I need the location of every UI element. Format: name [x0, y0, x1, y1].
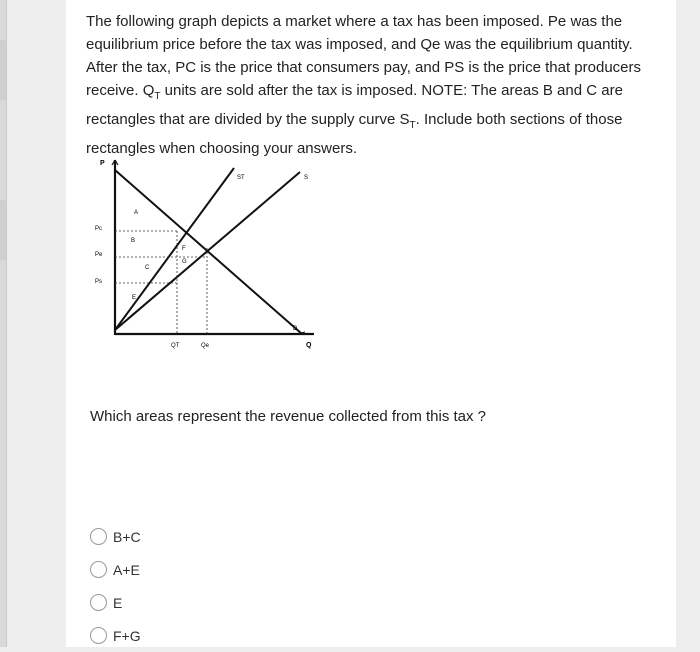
option-b-plus-c[interactable] [90, 520, 141, 553]
qt-label: QT [171, 343, 180, 349]
answer-options [90, 520, 141, 652]
area-b-label: B [131, 238, 136, 244]
option-label: F+G [113, 627, 141, 644]
y-axis-label: P [100, 160, 105, 167]
qe-label: Qe [201, 343, 210, 349]
area-a-label: A [134, 210, 139, 216]
left-edge-strip [0, 0, 7, 647]
area-g-label: G [182, 259, 187, 265]
prompt-text: Which areas represent the revenue collected from this tax ? [90, 408, 487, 425]
pe-label: Pe [95, 252, 103, 258]
supply-curve [115, 172, 300, 330]
radio-icon[interactable] [90, 528, 107, 545]
x-axis-label: Q [306, 342, 312, 349]
question-card [66, 0, 676, 647]
question-text: The following graph depicts a market where a tax has been imposed. Pe was the equilibrium price before the tax was imposed, and Qe was the equilibrium quantity. After the tax, PC is the price that consumers pay, and PS is the price that producers receive. $Q_T$ units are sold after the tax is imposed. NOTE: The areas B and C are rectangles that are divided by the supply curve $S_T$. Include both sections of those rectangles when choosing your answers. [86, 13, 641, 157]
radio-icon[interactable] [90, 627, 107, 644]
supply-curve-with-tax [115, 168, 234, 330]
edge-tab [0, 40, 6, 100]
option-label: A+E [113, 561, 140, 578]
option-e[interactable] [90, 586, 141, 619]
supply-tax-label: ST [237, 175, 245, 181]
option-label: E [113, 594, 123, 611]
area-f-label: F [182, 246, 186, 252]
ps-label: Ps [95, 279, 103, 285]
demand-label: D [293, 326, 298, 332]
tax-market-graph [86, 150, 331, 360]
supply-label: S [304, 175, 309, 181]
radio-icon[interactable] [90, 594, 107, 611]
area-e-label: E [132, 295, 137, 301]
option-label: B+C [113, 528, 141, 545]
radio-icon[interactable] [90, 561, 107, 578]
edge-tab [0, 200, 6, 260]
area-c-label: C [145, 265, 150, 271]
option-a-plus-e[interactable] [90, 553, 141, 586]
option-f-plus-g[interactable] [90, 619, 141, 652]
pc-label: Pc [95, 226, 103, 232]
